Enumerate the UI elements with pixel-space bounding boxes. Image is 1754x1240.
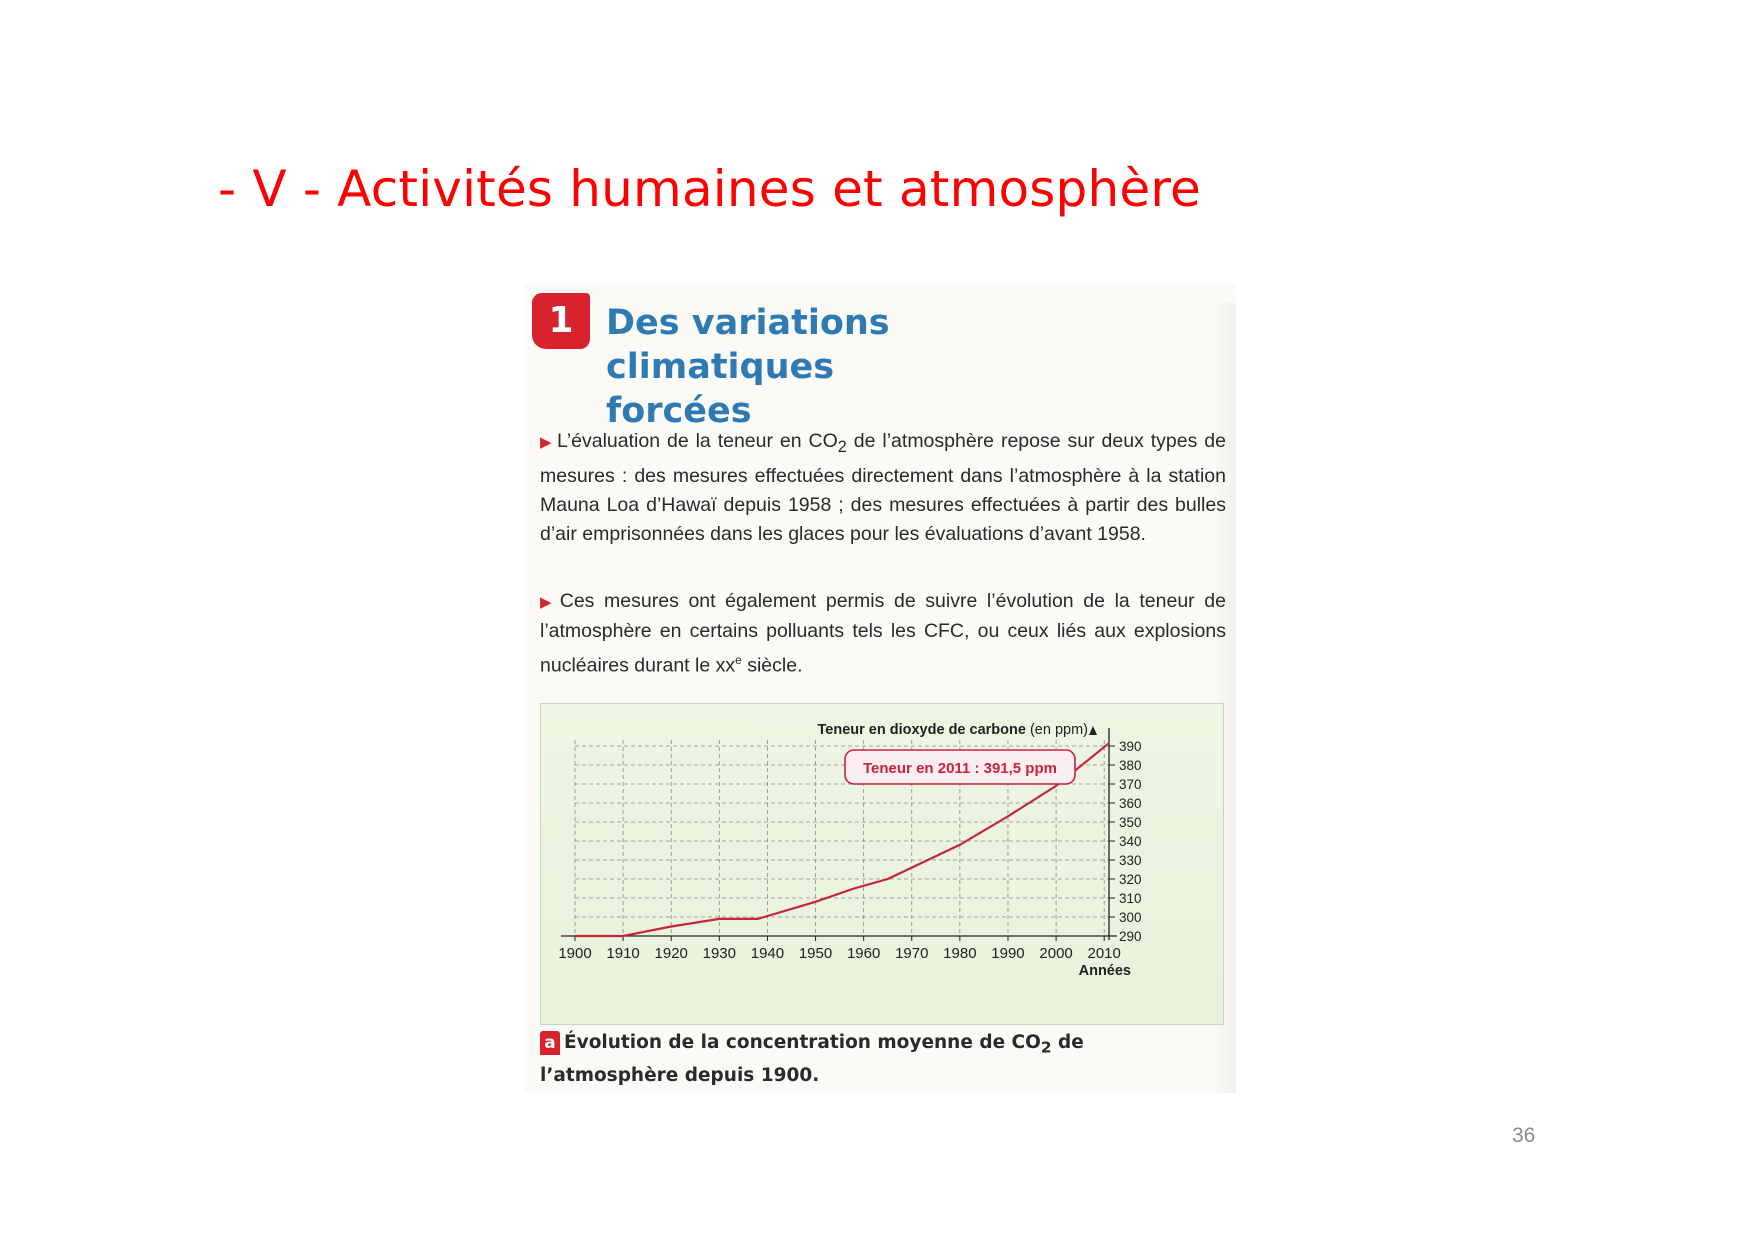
y-axis-ticks <box>1109 739 1142 944</box>
caption-text-before: Évolution de la concentration moyenne de CO <box>564 1032 1041 1053</box>
x-tick-label: 1920 <box>654 945 688 962</box>
annotation-text: Teneur en 2011 : 391,5 ppm <box>863 760 1057 777</box>
paragraph1-text-after: de l’atmosphère repose sur deux types de mesures : des mesures effectuées directement dans l’atmosphère à la station Mauna Loa d’Hawaï depuis 1958 ; des mesures effectuées à partir des bulles d’air emprisonnées dans les glaces pour les évaluations d’avant 1958. <box>540 430 1226 545</box>
textbook-scan <box>524 283 1236 1093</box>
y-axis-label-main: Teneur en dioxyde de carbone <box>817 722 1026 738</box>
x-tick-label: 1950 <box>798 945 833 962</box>
y-tick-label: 380 <box>1119 758 1142 773</box>
paragraph1-text-before: L’évaluation de la teneur en CO <box>557 430 838 452</box>
y-tick-label: 350 <box>1119 815 1142 830</box>
y-tick-label: 310 <box>1119 891 1142 906</box>
y-axis-label <box>818 722 1089 738</box>
slide-title: - V - Activités humaines et atmosphère <box>218 160 1201 218</box>
section-title <box>606 301 1126 433</box>
y-tick-label: 330 <box>1119 853 1142 868</box>
bullet-icon: ▶ <box>540 594 556 611</box>
y-axis-arrow-icon <box>1089 726 1097 735</box>
caption-subscript: 2 <box>1040 1038 1052 1057</box>
x-axis-ticks <box>558 936 1121 962</box>
bullet-icon: ▶ <box>540 434 554 451</box>
section-title-line2: forcées <box>606 391 752 431</box>
x-tick-label: 1900 <box>558 945 592 962</box>
co2-chart-panel <box>540 703 1224 1025</box>
x-axis-label: Années <box>1078 963 1131 979</box>
x-tick-label: 1910 <box>606 945 640 962</box>
y-tick-label: 300 <box>1119 910 1142 925</box>
paragraph-measurements <box>540 427 1226 549</box>
co2-line-chart <box>541 704 1223 1024</box>
figure-tag: a <box>540 1031 560 1055</box>
paragraph2-text-after: siècle. <box>741 654 803 677</box>
x-tick-label: 2010 <box>1087 945 1121 962</box>
y-tick-label: 290 <box>1119 929 1142 944</box>
section-title-line1: Des variations climatiques <box>606 303 890 387</box>
x-tick-label: 1940 <box>750 945 785 962</box>
annotation-callout <box>845 750 1075 784</box>
page-number: 36 <box>1512 1124 1536 1147</box>
figure-caption <box>540 1029 1220 1090</box>
y-tick-label: 340 <box>1119 834 1142 849</box>
y-axis-label-unit: (en ppm) <box>1025 722 1088 738</box>
y-tick-label: 370 <box>1119 777 1142 792</box>
x-tick-label: 1990 <box>991 945 1025 962</box>
paragraph-pollutants <box>540 587 1226 681</box>
y-tick-label: 320 <box>1119 872 1142 887</box>
section-number-badge: 1 <box>532 293 590 349</box>
paragraph2-superscript: e <box>735 653 742 667</box>
x-tick-label: 1960 <box>846 945 881 962</box>
y-tick-label: 360 <box>1119 796 1142 811</box>
paragraph2-text-before: Ces mesures ont également permis de suivre l’évolution de la teneur de l’atmosphère en certains polluants tels les CFC, ou ceux liés aux explosions nucléaires durant le xx <box>540 590 1226 677</box>
paragraph1-subscript: 2 <box>837 437 847 456</box>
caption-text-after: de l’atmosphère depuis 1900. <box>540 1032 1084 1086</box>
x-tick-label: 1930 <box>702 945 737 962</box>
x-tick-label: 2000 <box>1039 945 1073 962</box>
x-tick-label: 1970 <box>895 945 929 962</box>
x-tick-label: 1980 <box>943 945 977 962</box>
y-tick-label: 390 <box>1119 739 1142 754</box>
